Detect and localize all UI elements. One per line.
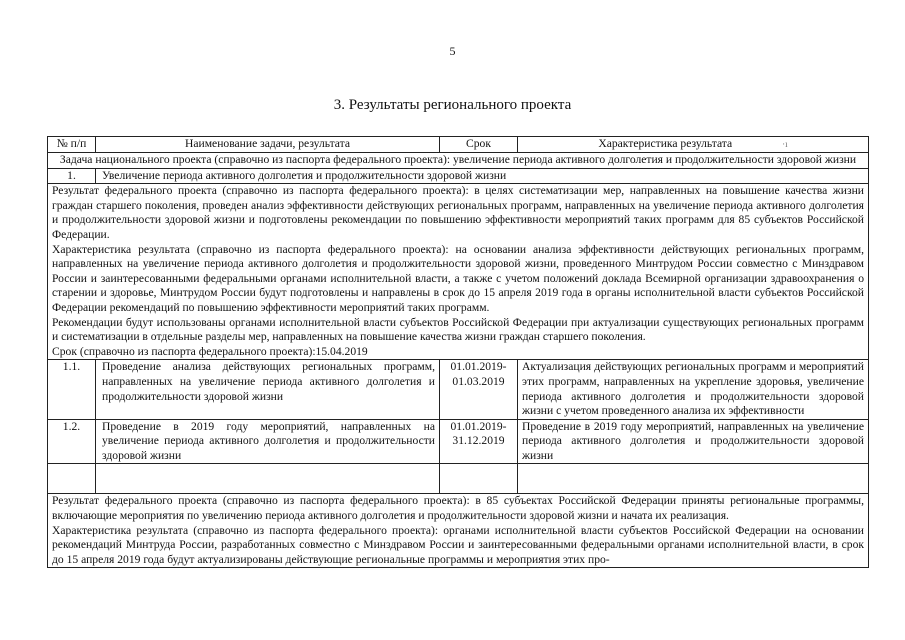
header-mark: ·ı	[782, 139, 788, 149]
row-name: Проведение анализа действующих региональных программ, направленных на увеличение периода активного долголетия и продолжительности здоровой жизни	[96, 360, 440, 419]
header-term: Срок	[440, 137, 518, 153]
table-header-row	[48, 137, 869, 153]
empty-spacer-row	[48, 464, 869, 494]
result-characteristic-paragraph: Характеристика результата (справочно из паспорта федерального проекта): на основании анализа эффективности действующих региональных программ, направленных на увеличение периода активного долголетия и продолжительности здоровой жизни, проведенного Минтрудом России совместно с Минздравом России и заинтересованными федеральными органами исполнительной власти, а также с учетом положений доклада Всемирной организации здравоохранения о старении и здоровье, Минтрудом России будут подготовлены и направлены в срок до 15 апреля 2019 года в органы исполнительной власти субъектов Российской Федерации рекомендаций по повышению эффективности мероприятий таких программ.	[52, 242, 864, 314]
recommendations-paragraph: Рекомендации будут использованы органами исполнительной власти субъектов Российской Федерации при актуализации существующих региональных программ и систематизации в отдельные разделы мер, направленных на повышение качества жизни граждан старшего поколения.	[52, 315, 864, 344]
table-row	[48, 419, 869, 464]
national-task: Задача национального проекта (справочно из паспорта федерального проекта): увеличение периода активного долголетия и продолжительности здоровой жизни	[48, 153, 869, 169]
table-row	[48, 360, 869, 419]
result-1-row	[48, 168, 869, 184]
result-2-description	[48, 494, 869, 568]
result-1-description-row	[48, 184, 869, 360]
row-result: Актуализация действующих региональных программ и мероприятий этих программ, направленных на укрепление здоровья, увеличение периода активного долголетия и продолжительности здоровой жизни с учетом проведенного анализа их эффективности	[518, 360, 869, 419]
row-term: 01.01.2019- 01.03.2019	[440, 360, 518, 419]
result-2-description-row	[48, 494, 869, 568]
page-number: 5	[449, 44, 456, 58]
result-1-title: Увеличение периода активного долголетия и продолжительности здоровой жизни	[96, 168, 869, 184]
row-number: 1.2.	[48, 419, 96, 464]
federal-result-2-paragraph: Результат федерального проекта (справочно из паспорта федерального проекта): в 85 субъектах Российской Федерации приняты региональные программы, включающие мероприятия по увеличению периода активного долголетия и продолжительности здоровой жизни и начата их реализация.	[52, 494, 864, 523]
row-result: Проведение в 2019 году мероприятий, направленных на увеличение периода активного долголетия и продолжительности здоровой жизни	[518, 419, 869, 464]
federal-result-paragraph: Результат федерального проекта (справочно из паспорта федерального проекта): в целях систематизации мер, направленных на повышение качества жизни граждан старшего поколения, проведен анализ эффективности действующих региональных программ, направленных на увеличение периода активного долголетия и продолжительности здоровой жизни и подготовлены рекомендации по повышению эффективности мероприятий таких программ для 85 субъектов Российской Федерации.	[52, 184, 864, 241]
result-2-characteristic-paragraph: Характеристика результата (справочно из паспорта федерального проекта): органами исполнительной власти субъектов Российской Федерации на основании рекомендаций Минтруда России, разработанных совместно с Минздравом России и заинтересованными федеральными органами исполнительной власти, в срок до 15 апреля 2019 года будут актуализированы действующие региональные программы и мероприятия этих про-	[52, 523, 864, 566]
header-number: № п/п	[48, 137, 96, 153]
section-title: 3. Результаты регионального проекта	[333, 97, 572, 113]
task-row	[48, 153, 869, 169]
header-result	[518, 137, 869, 153]
row-name: Проведение в 2019 году мероприятий, направленных на увеличение периода активного долголетия и продолжительности здоровой жизни	[96, 419, 440, 464]
header-result-label: Характеристика результата	[598, 137, 733, 150]
row-number: 1.1.	[48, 360, 96, 419]
row-term: 01.01.2019- 31.12.2019	[440, 419, 518, 464]
results-table	[47, 136, 869, 568]
header-name: Наименование задачи, результата	[96, 137, 440, 153]
result-1-description	[48, 184, 869, 360]
deadline-paragraph: Срок (справочно из паспорта федерального проекта):15.04.2019	[52, 344, 368, 358]
result-1-number: 1.	[48, 168, 96, 184]
